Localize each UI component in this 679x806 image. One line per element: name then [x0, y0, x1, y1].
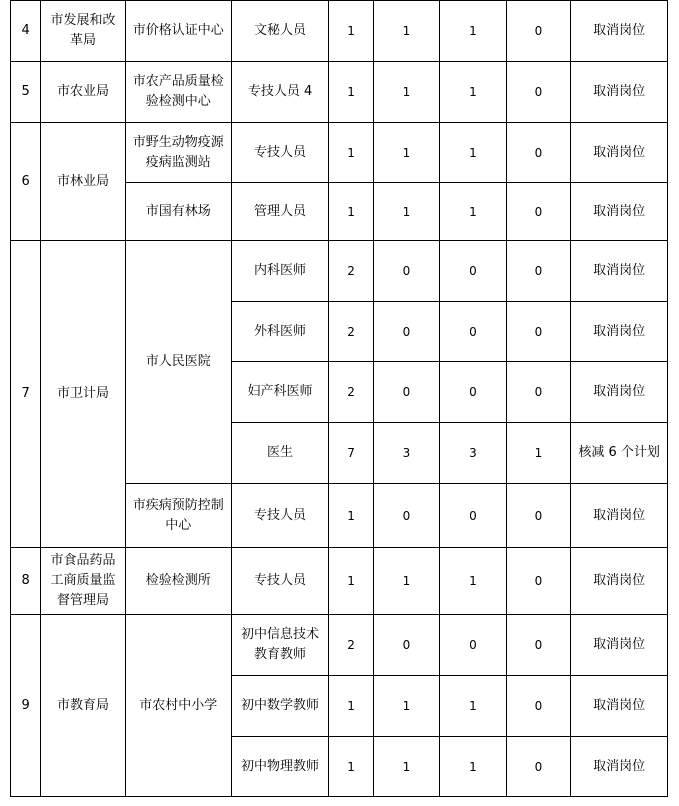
- count-cell-3: 1: [440, 737, 507, 797]
- department-cell: 市农业局: [41, 62, 126, 123]
- count-cell-1: 1: [329, 676, 373, 737]
- count-cell-3: 0: [440, 302, 507, 362]
- count-cell-2: 1: [373, 1, 440, 62]
- count-cell-2: 0: [373, 362, 440, 423]
- note-cell: 核减 6 个计划: [571, 423, 668, 484]
- count-cell-3: 3: [440, 423, 507, 484]
- note-cell: 取消岗位: [571, 737, 668, 797]
- count-cell-4: 0: [506, 62, 570, 123]
- count-cell-2: 3: [373, 423, 440, 484]
- count-cell-1: 1: [329, 548, 373, 615]
- row-number: 5: [11, 62, 41, 123]
- count-cell-3: 0: [440, 241, 507, 302]
- position-cell: 管理人员: [231, 183, 329, 241]
- note-cell: 取消岗位: [571, 302, 668, 362]
- table-row: [11, 123, 668, 183]
- count-cell-1: 1: [329, 123, 373, 183]
- unit-cell: 市农产品质量检验检测中心: [125, 62, 231, 123]
- count-cell-1: 1: [329, 737, 373, 797]
- count-cell-2: 1: [373, 183, 440, 241]
- count-cell-2: 0: [373, 302, 440, 362]
- count-cell-4: 0: [506, 548, 570, 615]
- count-cell-4: 0: [506, 676, 570, 737]
- count-cell-3: 1: [440, 676, 507, 737]
- unit-cell: 市国有林场: [125, 183, 231, 241]
- row-number: 9: [11, 615, 41, 797]
- count-cell-3: 1: [440, 123, 507, 183]
- count-cell-1: 7: [329, 423, 373, 484]
- note-cell: 取消岗位: [571, 615, 668, 676]
- count-cell-4: 0: [506, 484, 570, 548]
- note-cell: 取消岗位: [571, 62, 668, 123]
- department-cell: 市林业局: [41, 123, 126, 241]
- department-cell: 市教育局: [41, 615, 126, 797]
- row-number: 6: [11, 123, 41, 241]
- unit-cell: 市农村中小学: [125, 615, 231, 797]
- count-cell-1: 1: [329, 183, 373, 241]
- table-row: [11, 241, 668, 302]
- count-cell-2: 1: [373, 548, 440, 615]
- count-cell-4: 0: [506, 615, 570, 676]
- count-cell-3: 1: [440, 183, 507, 241]
- count-cell-3: 1: [440, 548, 507, 615]
- count-cell-2: 1: [373, 676, 440, 737]
- count-cell-2: 1: [373, 123, 440, 183]
- count-cell-4: 0: [506, 302, 570, 362]
- count-cell-1: 1: [329, 62, 373, 123]
- note-cell: 取消岗位: [571, 183, 668, 241]
- count-cell-2: 1: [373, 737, 440, 797]
- position-cell: 专技人员 4: [231, 62, 329, 123]
- department-cell: 市卫计局: [41, 241, 126, 548]
- count-cell-4: 0: [506, 123, 570, 183]
- position-cell: 妇产科医师: [231, 362, 329, 423]
- position-cell: 初中物理教师: [231, 737, 329, 797]
- count-cell-2: 0: [373, 241, 440, 302]
- note-cell: 取消岗位: [571, 484, 668, 548]
- unit-cell: 市野生动物疫源疫病监测站: [125, 123, 231, 183]
- table-row: [11, 548, 668, 615]
- position-cell: 专技人员: [231, 123, 329, 183]
- position-cell: 专技人员: [231, 484, 329, 548]
- count-cell-1: 1: [329, 1, 373, 62]
- table-row: [11, 615, 668, 676]
- table-row: [11, 1, 668, 62]
- position-cell: 文秘人员: [231, 1, 329, 62]
- position-cell: 医生: [231, 423, 329, 484]
- position-cell: 初中信息技术教育教师: [231, 615, 329, 676]
- count-cell-3: 0: [440, 484, 507, 548]
- count-cell-1: 2: [329, 302, 373, 362]
- count-cell-3: 1: [440, 1, 507, 62]
- department-cell: 市发展和改革局: [41, 1, 126, 62]
- position-cell: 专技人员: [231, 548, 329, 615]
- count-cell-4: 0: [506, 737, 570, 797]
- count-cell-1: 2: [329, 241, 373, 302]
- count-cell-4: 0: [506, 1, 570, 62]
- row-number: 8: [11, 548, 41, 615]
- count-cell-3: 0: [440, 362, 507, 423]
- note-cell: 取消岗位: [571, 548, 668, 615]
- position-adjustment-table: [10, 0, 668, 797]
- count-cell-2: 0: [373, 484, 440, 548]
- note-cell: 取消岗位: [571, 676, 668, 737]
- count-cell-1: 1: [329, 484, 373, 548]
- unit-cell: 市人民医院: [125, 241, 231, 484]
- count-cell-4: 0: [506, 362, 570, 423]
- count-cell-2: 1: [373, 62, 440, 123]
- count-cell-3: 0: [440, 615, 507, 676]
- count-cell-4: 0: [506, 241, 570, 302]
- row-number: 4: [11, 1, 41, 62]
- count-cell-3: 1: [440, 62, 507, 123]
- count-cell-4: 1: [506, 423, 570, 484]
- unit-cell: 市价格认证中心: [125, 1, 231, 62]
- note-cell: 取消岗位: [571, 362, 668, 423]
- position-cell: 初中数学教师: [231, 676, 329, 737]
- position-cell: 外科医师: [231, 302, 329, 362]
- department-cell: 市食品药品工商质量监督管理局: [41, 548, 126, 615]
- note-cell: 取消岗位: [571, 123, 668, 183]
- table-row: [11, 62, 668, 123]
- count-cell-4: 0: [506, 183, 570, 241]
- count-cell-1: 2: [329, 362, 373, 423]
- unit-cell: 检验检测所: [125, 548, 231, 615]
- note-cell: 取消岗位: [571, 241, 668, 302]
- note-cell: 取消岗位: [571, 1, 668, 62]
- row-number: 7: [11, 241, 41, 548]
- unit-cell: 市疾病预防控制中心: [125, 484, 231, 548]
- count-cell-2: 0: [373, 615, 440, 676]
- count-cell-1: 2: [329, 615, 373, 676]
- position-cell: 内科医师: [231, 241, 329, 302]
